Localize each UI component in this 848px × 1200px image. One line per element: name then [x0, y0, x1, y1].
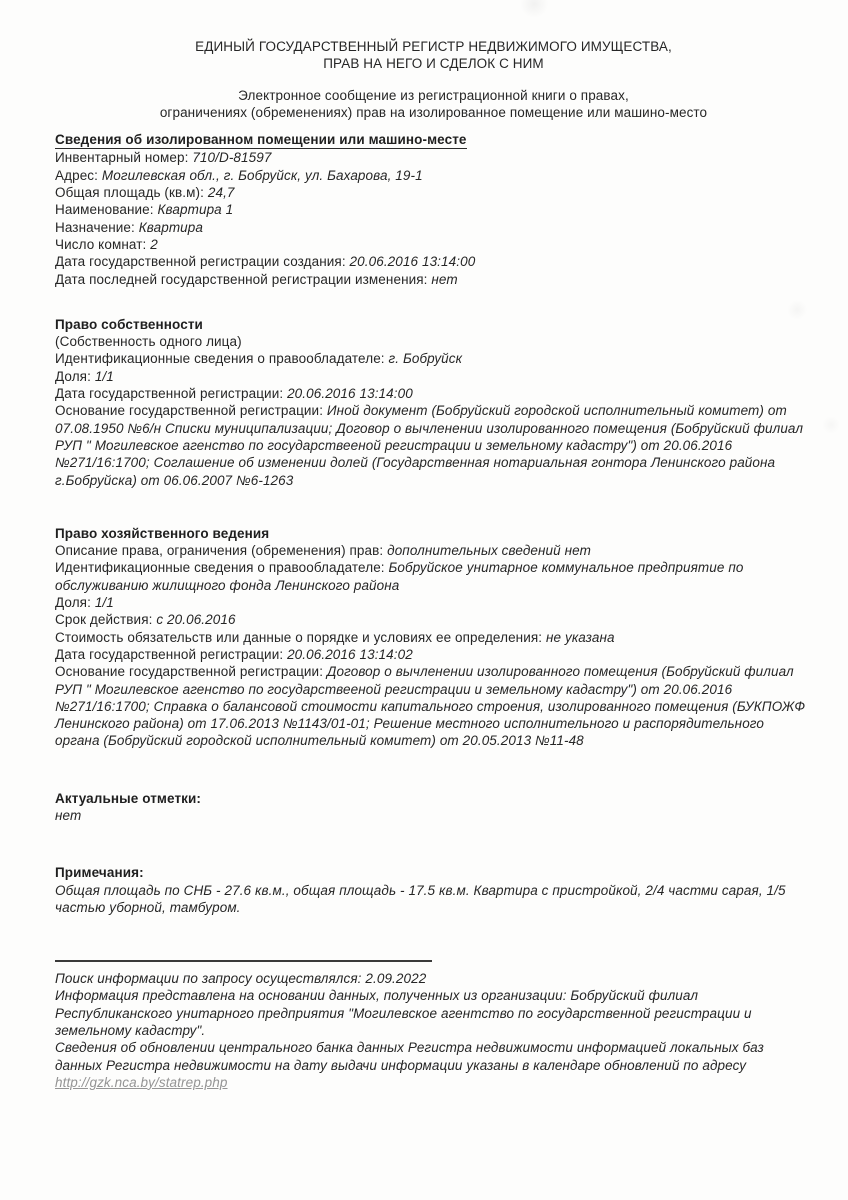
field-total-area	[55, 184, 812, 201]
field-label: Основание государственной регистрации:	[55, 664, 324, 680]
field-value: Иной документ (Бобруйский городской исполнительный комитет) от 07.08.1950 №6/н Списки муниципализации; Договор о вычленении изолированного помещения (Бобруйский филиал РУП " Могилевское агенство по государствееной регистрации и земельному кадастру") от 20.06.2016 №271/16:1700; Соглашение об изменении долей (Государственная нотариальная гонтора Ленинского района г.Бобруйска) от 06.06.2007 №6-1263	[55, 403, 804, 488]
field-label: Идентификационные сведения о правообладателе:	[55, 351, 385, 367]
footer-search-label: Поиск информации по запросу осуществлялся:	[55, 971, 362, 987]
field-rightholder-id	[55, 350, 812, 367]
field-share	[55, 594, 812, 611]
field-registration-basis	[55, 402, 812, 488]
field-value: 24,7	[207, 185, 235, 201]
field-registration-basis	[55, 663, 812, 749]
field-inventory-number	[55, 149, 812, 166]
field-room-count	[55, 236, 812, 253]
field-label: Дата последней государственной регистрации изменения:	[55, 271, 428, 287]
field-value: нет	[431, 271, 458, 287]
field-value: 1/1	[94, 595, 114, 611]
section-notes-value: Общая площадь по СНБ - 27.6 кв.м., общая площадь - 17.5 кв.м. Квартира с пристройкой, 2/4 частми сарая, 1/5 частью уборной, тамбуром.	[55, 882, 786, 915]
field-share	[55, 368, 812, 385]
field-purpose	[55, 219, 812, 236]
section-ownership	[55, 316, 812, 489]
field-rightholder-id	[55, 559, 812, 594]
field-label: Число комнат:	[55, 236, 147, 252]
divider-line	[55, 960, 432, 962]
field-value: 710/D-81597	[192, 150, 272, 166]
section-marks-value: нет	[55, 807, 82, 823]
document-subtitle	[55, 87, 812, 122]
footer-update-text: Сведения об обновлении центрального банка данных Регистра недвижимости информацией локальных баз данных Регистра недвижимости на дату выдачи информации указаны в календаре обновлений по адресу	[55, 1040, 764, 1073]
section-ownership-subheading: (Собственность одного лица)	[55, 334, 242, 350]
field-label: Адрес:	[55, 167, 98, 183]
field-label: Идентификационные сведения о правообладателе:	[55, 560, 385, 576]
field-label: Доля:	[55, 595, 91, 611]
field-registration-date	[55, 646, 812, 663]
section-notes-heading: Примечания:	[55, 865, 144, 881]
field-value: г. Бобруйск	[388, 351, 463, 367]
section-economic-heading: Право хозяйственного ведения	[55, 525, 270, 541]
document-title-line1: ЕДИНЫЙ ГОСУДАРСТВЕННЫЙ РЕГИСТР НЕДВИЖИМОГО ИМУЩЕСТВА,	[195, 39, 672, 54]
field-label: Общая площадь (кв.м):	[55, 185, 204, 201]
field-label: Дата государственной регистрации создания:	[55, 254, 346, 270]
field-value: не указана	[546, 629, 615, 645]
footer-search-line	[55, 970, 812, 987]
field-registration-changed-date	[55, 271, 812, 288]
document-subtitle-line1: Электронное сообщение из регистрационной книги о правах,	[238, 87, 629, 103]
field-registration-created-date	[55, 253, 812, 270]
section-actual-marks	[55, 790, 812, 825]
field-value: дополнительных сведений нет	[387, 543, 591, 559]
field-registration-date	[55, 385, 812, 402]
section-premises-heading-text: Сведения об изолированном помещении или машино-месте	[55, 131, 467, 149]
field-label: Дата государственной регистрации:	[55, 386, 284, 402]
section-ownership-heading: Право собственности	[55, 316, 203, 332]
footer-source-text: Информация представлена на основании данных, полученных из организации: Бобруйский филиал Республиканского унитарного предприятия "Могилевское агентство по государственной регистрации и земельному кадастру".	[55, 988, 752, 1039]
field-value: 20.06.2016 13:14:00	[287, 386, 413, 402]
field-value: Могилевская обл., г. Бобруйск, ул. Бахарова, 19-1	[101, 167, 423, 183]
field-label: Основание государственной регистрации:	[55, 403, 324, 419]
section-premises-heading	[55, 131, 812, 149]
section-economic-management	[55, 525, 812, 750]
section-marks-heading: Актуальные отметки:	[55, 790, 202, 806]
field-address	[55, 167, 812, 184]
field-value: 2	[150, 236, 158, 252]
field-label: Срок действия:	[55, 612, 153, 628]
field-validity-period	[55, 611, 812, 628]
field-label: Описание права, ограничения (обременения) прав:	[55, 543, 384, 559]
field-label: Доля:	[55, 368, 91, 384]
field-value: Квартира	[138, 219, 204, 235]
calendar-updates-link[interactable]: http://gzk.nca.by/statrep.php	[55, 1074, 228, 1090]
field-value: с 20.06.2016	[156, 612, 236, 628]
field-label: Назначение:	[55, 219, 135, 235]
field-right-description	[55, 542, 812, 559]
footer-search-date: 2.09.2022	[365, 971, 427, 987]
document-title-line2: ПРАВ НА НЕГО И СДЕЛОК С НИМ	[323, 56, 544, 72]
document-header	[55, 38, 812, 121]
field-value: 1/1	[94, 368, 114, 384]
field-label: Инвентарный номер:	[55, 150, 189, 166]
field-label: Наименование:	[55, 202, 154, 218]
field-value: 20.06.2016 13:14:02	[287, 646, 413, 662]
field-value: Бобруйское унитарное коммунальное предприятие по обслуживанию жилищного фонда Ленинского района	[55, 560, 744, 593]
section-premises	[55, 131, 812, 288]
field-value: Договор о вычленении изолированного помещения (Бобруйский филиал РУП " Могилевское агенство по государствееной регистрации и земельному кадастру") от 20.06.2016 №271/16:1700; Справка о балансовой стоимости капитального строения, изолированного помещения (БУКПОЖФ Ленинского района) от 17.06.2013 №1143/01-01; Решение местного исполнительного и распорядительного органа (Бобруйский городской исполнительный комитет) от 20.05.2013 №11-48	[55, 664, 806, 749]
field-value: Квартира 1	[157, 202, 234, 218]
field-obligation-cost	[55, 629, 812, 646]
document-subtitle-line2: ограничениях (обременениях) прав на изолированное помещение или машино-место	[159, 104, 708, 120]
field-label: Дата государственной регистрации:	[55, 646, 284, 662]
document-title	[55, 38, 812, 73]
section-notes	[55, 864, 812, 916]
document-footer	[55, 970, 812, 1091]
field-label: Стоимость обязательств или данные о порядке и условиях ее определения:	[55, 629, 543, 645]
field-name	[55, 201, 812, 218]
field-value: 20.06.2016 13:14:00	[349, 254, 476, 270]
